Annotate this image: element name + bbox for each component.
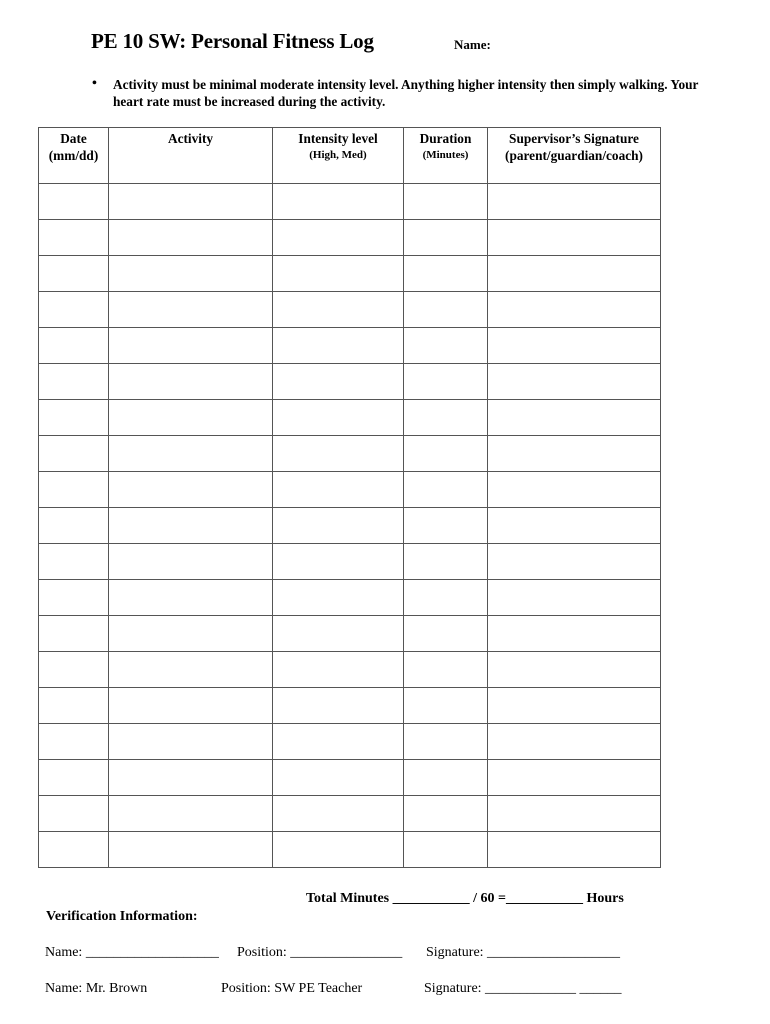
duration-cell[interactable]	[404, 796, 488, 832]
column-title: Supervisor’s Signature	[509, 131, 639, 146]
activity-cell[interactable]	[109, 256, 273, 292]
teacher-name: Name: Mr. Brown	[45, 981, 148, 996]
activity-cell[interactable]	[109, 796, 273, 832]
duration-cell[interactable]	[404, 760, 488, 796]
name-label: Name:	[454, 37, 491, 52]
table-row	[39, 184, 661, 220]
date-cell[interactable]	[39, 832, 109, 868]
intensity-cell[interactable]	[273, 616, 404, 652]
table-row	[39, 724, 661, 760]
activity-cell[interactable]	[109, 292, 273, 328]
date-cell[interactable]	[39, 508, 109, 544]
column-header-duration	[404, 128, 488, 184]
column-header-intensity	[273, 128, 404, 184]
intensity-cell[interactable]	[273, 400, 404, 436]
intensity-cell[interactable]	[273, 508, 404, 544]
duration-cell[interactable]	[404, 616, 488, 652]
activity-cell[interactable]	[109, 184, 273, 220]
column-subtitle: (mm/dd)	[48, 148, 99, 163]
table-row	[39, 544, 661, 580]
activity-cell[interactable]	[109, 400, 273, 436]
activity-cell[interactable]	[109, 580, 273, 616]
verifier-position-field: Position: ________________	[237, 945, 403, 960]
signature-cell[interactable]	[488, 328, 661, 364]
activity-cell[interactable]	[109, 364, 273, 400]
activity-cell[interactable]	[109, 220, 273, 256]
column-header-date	[39, 128, 109, 184]
column-title: Date	[60, 131, 87, 146]
duration-cell[interactable]	[404, 256, 488, 292]
table-row	[39, 328, 661, 364]
intensity-cell[interactable]	[273, 832, 404, 868]
date-cell[interactable]	[39, 760, 109, 796]
verification-heading: Verification Information:	[46, 909, 198, 924]
table-row	[39, 616, 661, 652]
signature-cell[interactable]	[488, 508, 661, 544]
duration-cell[interactable]	[404, 580, 488, 616]
fitness-log-table	[38, 127, 661, 868]
intensity-cell[interactable]	[273, 292, 404, 328]
activity-cell[interactable]	[109, 328, 273, 364]
intensity-cell[interactable]	[273, 760, 404, 796]
activity-cell[interactable]	[109, 832, 273, 868]
intensity-cell[interactable]	[273, 688, 404, 724]
intensity-cell[interactable]	[273, 724, 404, 760]
activity-cell[interactable]	[109, 508, 273, 544]
table-row	[39, 292, 661, 328]
signature-cell[interactable]	[488, 472, 661, 508]
duration-cell[interactable]	[404, 688, 488, 724]
signature-cell[interactable]	[488, 436, 661, 472]
date-cell[interactable]	[39, 544, 109, 580]
table-body	[39, 184, 661, 868]
duration-cell[interactable]	[404, 724, 488, 760]
intensity-cell[interactable]	[273, 796, 404, 832]
duration-cell[interactable]	[404, 292, 488, 328]
signature-cell[interactable]	[488, 184, 661, 220]
date-cell[interactable]	[39, 328, 109, 364]
date-cell[interactable]	[39, 184, 109, 220]
instruction-text: Activity must be minimal moderate intensity level. Anything higher intensity then simply walking. Your heart rate must be increased during the activity.	[113, 77, 699, 109]
signature-cell[interactable]	[488, 832, 661, 868]
column-title: Duration	[419, 131, 472, 146]
table-row	[39, 688, 661, 724]
signature-cell[interactable]	[488, 724, 661, 760]
table-row	[39, 220, 661, 256]
column-title: Activity	[167, 131, 214, 146]
intensity-cell[interactable]	[273, 220, 404, 256]
intensity-cell[interactable]	[273, 544, 404, 580]
column-subtitle: (High, Med)	[309, 149, 367, 161]
intensity-cell[interactable]	[273, 184, 404, 220]
table-row	[39, 652, 661, 688]
duration-cell[interactable]	[404, 508, 488, 544]
signature-cell[interactable]	[488, 220, 661, 256]
activity-cell[interactable]	[109, 616, 273, 652]
signature-cell[interactable]	[488, 580, 661, 616]
table-row	[39, 796, 661, 832]
column-subtitle: (parent/guardian/coach)	[505, 148, 643, 163]
table-row	[39, 472, 661, 508]
intensity-cell[interactable]	[273, 436, 404, 472]
table-header-row	[39, 128, 661, 184]
date-cell[interactable]	[39, 580, 109, 616]
column-subtitle: (Minutes)	[422, 149, 469, 161]
table-row	[39, 760, 661, 796]
total-minutes-line: Total Minutes ___________ / 60 =___________ Hours	[306, 891, 624, 906]
duration-cell[interactable]	[404, 400, 488, 436]
intensity-cell[interactable]	[273, 328, 404, 364]
column-header-activity	[109, 128, 273, 184]
intensity-cell[interactable]	[273, 472, 404, 508]
table-row	[39, 364, 661, 400]
date-cell[interactable]	[39, 472, 109, 508]
table-row	[39, 256, 661, 292]
duration-cell[interactable]	[404, 328, 488, 364]
date-cell[interactable]	[39, 292, 109, 328]
intensity-cell[interactable]	[273, 256, 404, 292]
bullet-icon: •	[92, 76, 97, 91]
signature-cell[interactable]	[488, 400, 661, 436]
signature-cell[interactable]	[488, 688, 661, 724]
duration-cell[interactable]	[404, 544, 488, 580]
activity-cell[interactable]	[109, 724, 273, 760]
duration-cell[interactable]	[404, 436, 488, 472]
duration-cell[interactable]	[404, 832, 488, 868]
intensity-cell[interactable]	[273, 580, 404, 616]
date-cell[interactable]	[39, 364, 109, 400]
date-cell[interactable]	[39, 724, 109, 760]
page-title: PE 10 SW: Personal Fitness Log	[91, 29, 374, 53]
table-row	[39, 580, 661, 616]
date-cell[interactable]	[39, 256, 109, 292]
table-row	[39, 400, 661, 436]
signature-cell[interactable]	[488, 760, 661, 796]
duration-cell[interactable]	[404, 184, 488, 220]
teacher-position: Position: SW PE Teacher	[221, 981, 363, 996]
verifier-name-field: Name: ___________________	[45, 945, 219, 960]
intensity-cell[interactable]	[273, 652, 404, 688]
date-cell[interactable]	[39, 616, 109, 652]
duration-cell[interactable]	[404, 472, 488, 508]
date-cell[interactable]	[39, 436, 109, 472]
duration-cell[interactable]	[404, 364, 488, 400]
signature-cell[interactable]	[488, 616, 661, 652]
signature-cell[interactable]	[488, 796, 661, 832]
activity-cell[interactable]	[109, 688, 273, 724]
teacher-signature-field: Signature: _____________ ______	[424, 981, 622, 996]
duration-cell[interactable]	[404, 652, 488, 688]
activity-cell[interactable]	[109, 544, 273, 580]
signature-cell[interactable]	[488, 256, 661, 292]
activity-cell[interactable]	[109, 436, 273, 472]
column-title: Intensity level	[298, 131, 378, 146]
date-cell[interactable]	[39, 688, 109, 724]
table-row	[39, 508, 661, 544]
intensity-cell[interactable]	[273, 364, 404, 400]
activity-cell[interactable]	[109, 472, 273, 508]
table-row	[39, 436, 661, 472]
duration-cell[interactable]	[404, 220, 488, 256]
date-cell[interactable]	[39, 400, 109, 436]
table-row	[39, 832, 661, 868]
verifier-signature-field: Signature: ___________________	[426, 945, 621, 960]
signature-cell[interactable]	[488, 652, 661, 688]
activity-cell[interactable]	[109, 760, 273, 796]
column-header-supervisor-signature	[488, 128, 661, 184]
signature-cell[interactable]	[488, 292, 661, 328]
signature-cell[interactable]	[488, 544, 661, 580]
date-cell[interactable]	[39, 652, 109, 688]
date-cell[interactable]	[39, 220, 109, 256]
date-cell[interactable]	[39, 796, 109, 832]
activity-cell[interactable]	[109, 652, 273, 688]
signature-cell[interactable]	[488, 364, 661, 400]
